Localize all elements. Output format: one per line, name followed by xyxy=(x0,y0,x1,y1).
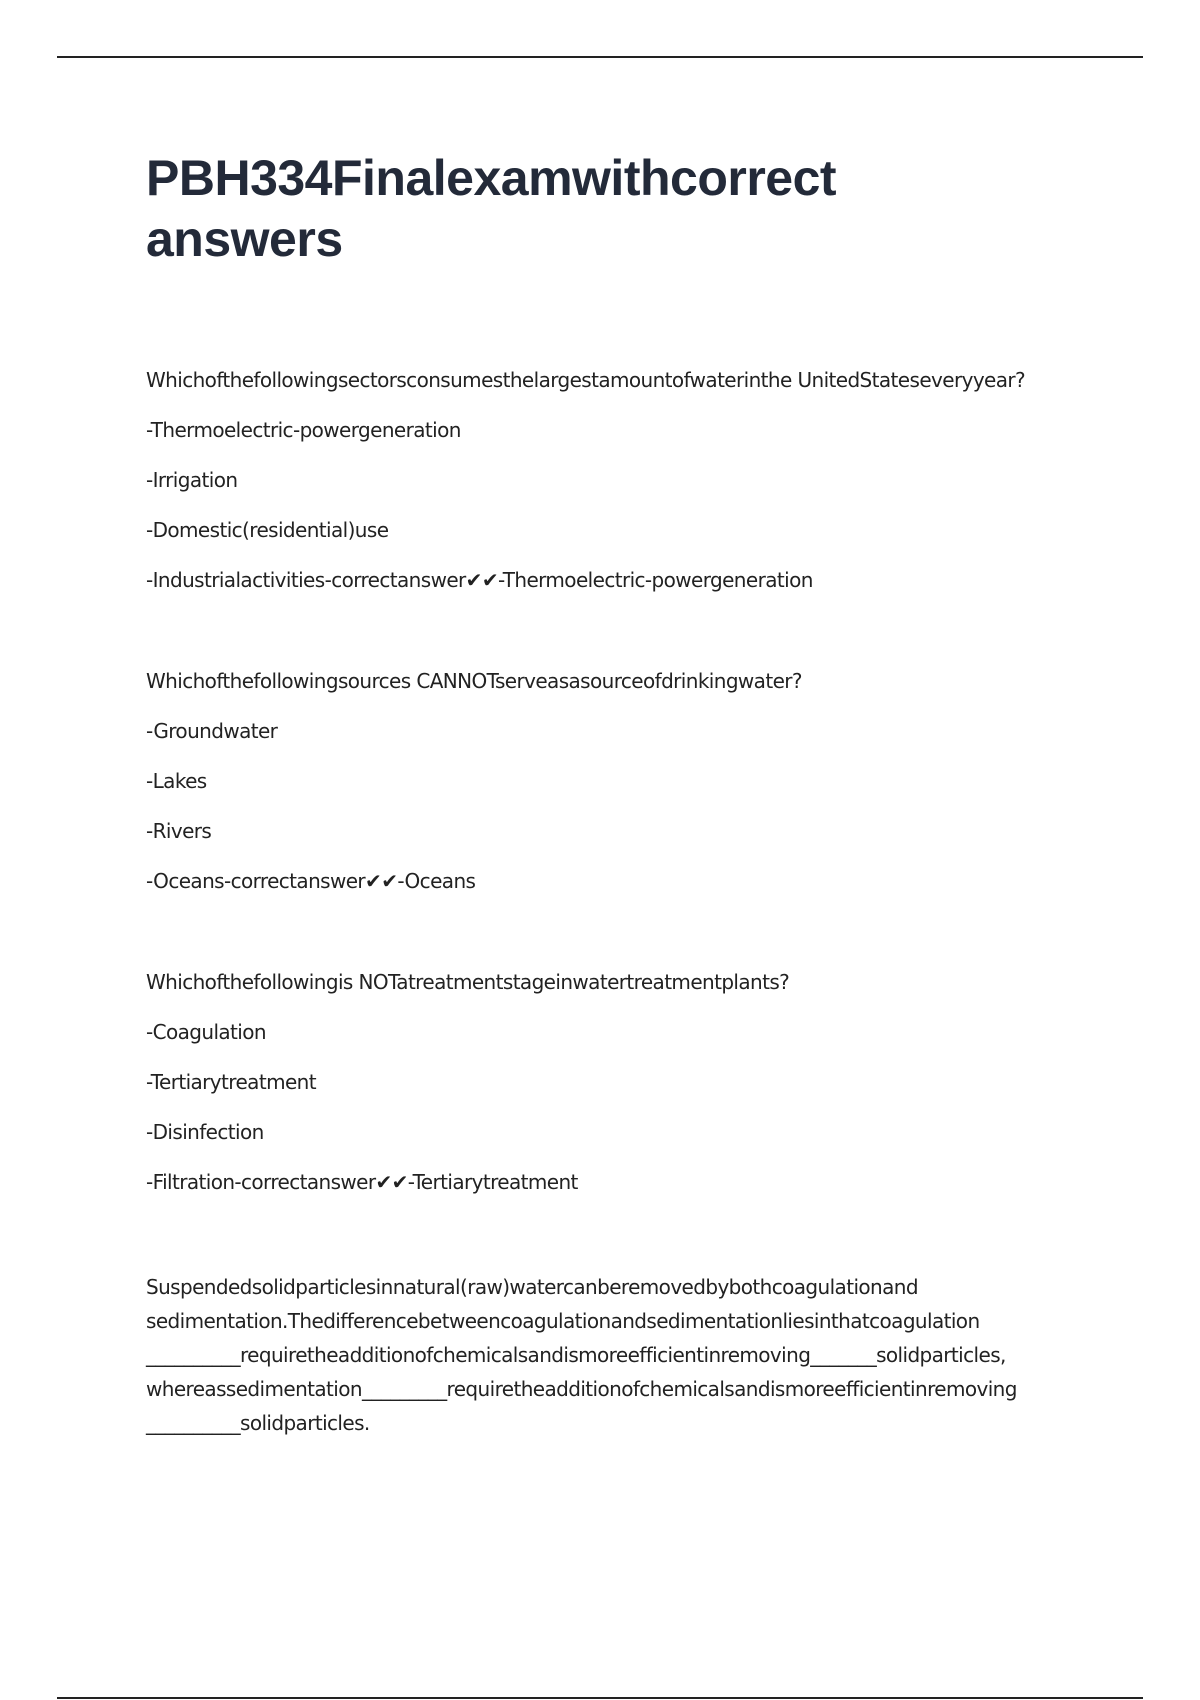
fill-in-the-blank-question: Suspendedsolidparticlesinnatural(raw)watercanberemovedbybothcoagulationand sedimentation.Thedifferencebetweencoagulationandsedimentationliesinthatcoagulation __________requiretheadditionofchemicalsandismoreefficientinremoving_______solidparticles, whereassedimentation_________requiretheadditionofchemicalsandismoreefficientinremoving __________solidparticles. xyxy=(146,1275,1017,1435)
top-rule xyxy=(57,56,1143,58)
question-text: Whichofthefollowingsources CANNOTserveasasourceofdrinkingwater? xyxy=(146,669,802,693)
answer-option-with-correct-answer: -Industrialactivities-correctanswer✔✔-Thermoelectric-powergeneration xyxy=(146,568,813,592)
document-title: PBH334Finalexamwithcorrect answers xyxy=(146,150,837,267)
answer-option: -Groundwater xyxy=(146,719,278,743)
answer-option: -Lakes xyxy=(146,769,207,793)
answer-option: -Thermoelectric-powergeneration xyxy=(146,418,461,442)
question-block-3 xyxy=(146,970,1086,1220)
question-block-1 xyxy=(146,368,1086,618)
answer-option: -Rivers xyxy=(146,819,212,843)
question-text: Whichofthefollowingsectorsconsumesthelargestamountofwaterinthe UnitedStateseveryyear? xyxy=(146,368,1026,392)
bottom-rule xyxy=(57,1697,1143,1699)
question-text: Whichofthefollowingis NOTatreatmentstageinwatertreatmentplants? xyxy=(146,970,790,994)
answer-option-with-correct-answer: -Filtration-correctanswer✔✔-Tertiarytreatment xyxy=(146,1170,578,1194)
answer-option: -Irrigation xyxy=(146,468,238,492)
answer-option: -Coagulation xyxy=(146,1020,266,1044)
answer-option: -Domestic(residential)use xyxy=(146,518,389,542)
answer-option-with-correct-answer: -Oceans-correctanswer✔✔-Oceans xyxy=(146,869,476,893)
question-block-2 xyxy=(146,669,1086,919)
answer-option: -Tertiarytreatment xyxy=(146,1070,316,1094)
answer-option: -Disinfection xyxy=(146,1120,264,1144)
